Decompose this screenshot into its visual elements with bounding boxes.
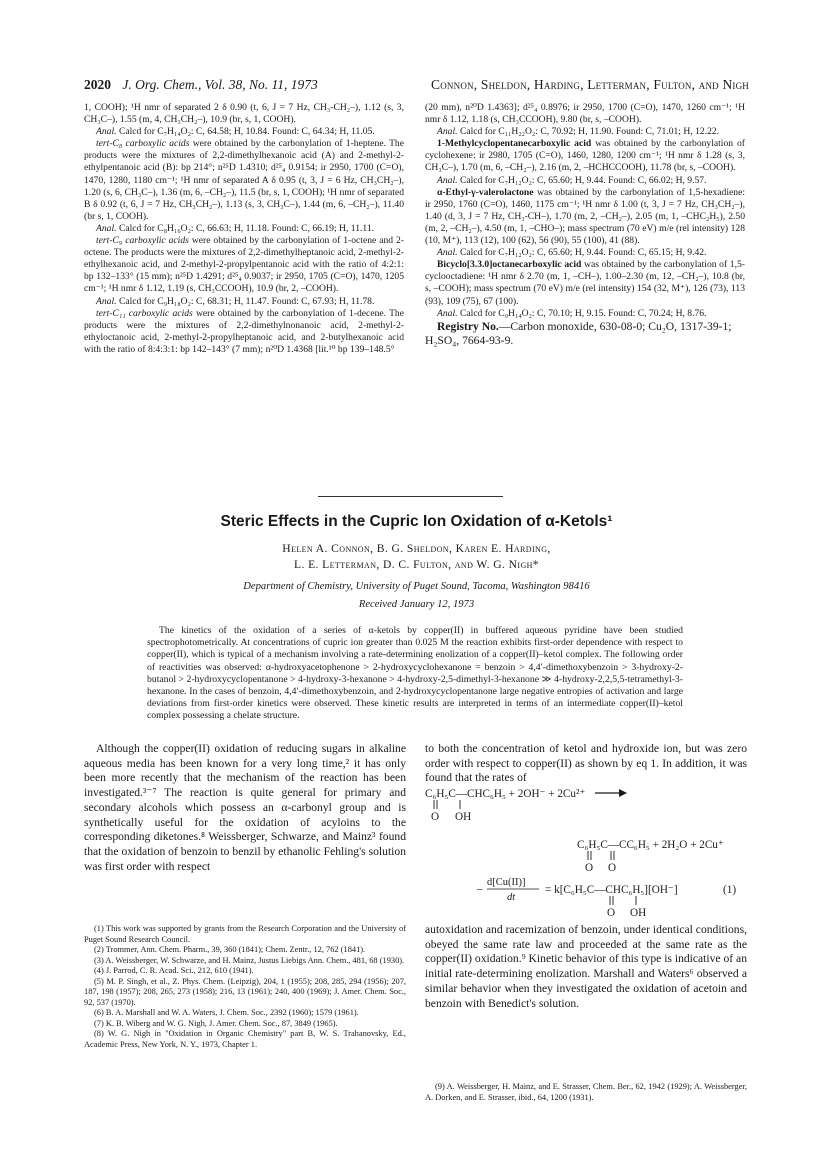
- paragraph: [84, 235, 404, 295]
- article-divider: [318, 496, 503, 497]
- body-text-left: Although the copper(II) oxidation of reducing sugars in alkaline aqueous media has been known for a very long time,² it has only been more recently that the mechanism of the reaction has been investigated.³⁻⁷ The reaction is quite general for primary and secondary alcohols which possess an α-carbonyl group and is synthetically useful for the oxidation of acyloins to the corresponding diketones.⁸ Weissberger, Schwarze, and Mainz³ found that the oxidation of benzoin to benzil by ethanolic Fehling's solution was first order with respect: [84, 742, 406, 873]
- footnote: (6) B. A. Marshall and W. A. Waters, J. Chem. Soc., 2392 (1960); 1579 (1961).: [94, 1008, 359, 1017]
- paragraph-text: was obtained by the carbonylation of 1,5-hexadiene: ir 2950, 1760 (C=O), 1460, 1175 cm⁻¹; ¹H nmr δ 1.00 (t, 3, J = 7 Hz, CH₃CH₂–), 1.40 (d, 3, J = 7 Hz, CH₃-CH–), 1.70 (m, 2, –CH₂–), 2.05 (m, 1, –CHC₂H₅), 2.50 (m, 2, –CH₂–), 4.50 (m, 1, –CHO–); mass spectrum (70 eV) m/e (rel intensity) 128 (10, M⁺), 113 (12), 100 (62), 56 (90), 55 (100), 41 (88).: [425, 186, 745, 247]
- run-in-label: Anal.: [437, 174, 458, 186]
- received-date: Received January 12, 1973: [358, 599, 475, 610]
- run-in-label: tert-C₉ carboxylic acids: [96, 235, 189, 247]
- footnotes-right: [425, 1082, 747, 1103]
- page-number: 2020: [84, 77, 111, 92]
- rate-law: = k[C₆H₅C—CHC₆H₅][OH⁻]: [545, 884, 678, 896]
- paragraph-text: was obtained by the carbonylation of 1,5-cyclooctadiene: ¹H nmr δ 2.70 (m, 1, –CH–), 1.00–2.30 (m, 12, –CH₂–), 10.8 (br, s, –COOH); mass spectrum (70 eV) m/e (rel intensity) 154 (32, M⁺), 126 (73), 113 (93), 109 (75), 67 (100).: [425, 259, 745, 307]
- footnote: (2) Trommer, Ann. Chem. Pharm., 39, 360 (1841); Chem. Zentr., 12, 762 (1841).: [94, 945, 366, 954]
- footnote: (4) J. Parrod, C. R. Acad. Sci., 212, 610 (1941).: [94, 966, 254, 975]
- footnote: (1) This work was supported by grants from the Research Corporation and the University of Puget Sound Research Council.: [84, 924, 406, 944]
- footnote: (7) K. B. Wiberg and W. G. Nigh, J. Amer. Chem. Soc., 87, 3849 (1965).: [94, 1018, 338, 1028]
- paragraph: 1, COOH); ¹H nmr of separated 2 δ 0.90 (t, 6, J = 7 Hz, CH₃-CH₂–), 1.12 (s, 3, CH₃C–), 1.55 (m, 4, CH₃CH₂–), 10.9 (br, s, 1, COOH).: [84, 102, 404, 126]
- carbonyl-oxygen: O: [431, 811, 440, 823]
- paragraph-text: Calcd for C₁₁H₂₂O₂: C, 70.92; H, 11.90. Found: C, 71.01; H, 12.22.: [459, 126, 720, 138]
- paragraph-text: Calcd for C₉H₁₄O₂: C, 70.10; H, 9.15. Found: C, 70.24; H, 8.76.: [459, 307, 707, 319]
- experimental-column-right: [425, 102, 745, 349]
- carbonyl-oxygen: O: [607, 907, 616, 918]
- footnotes-left: [84, 924, 406, 1050]
- paragraph: [84, 308, 404, 356]
- paragraph: [425, 126, 745, 138]
- hydroxyl-group: OH: [630, 907, 647, 918]
- article-title: Steric Effects in the Cupric Ion Oxidation of α-Ketols¹: [220, 513, 613, 530]
- body-text-right-bottom: autoxidation and racemization of benzoin, under identical conditions, obeyed the same rate law and proceeded at the same rate as the copper(II) oxidation.⁹ Kinetic behavior of this type is indicative of an initial rate-determining enolization. Marshall and Waters⁶ observed a similar behavior when they investigated the oxidation of acetoin and benzoin with Benedict's solution.: [425, 923, 747, 1010]
- experimental-column-left: [84, 102, 404, 356]
- paragraph: [425, 259, 745, 307]
- paragraph: [425, 308, 745, 320]
- paragraph-text: Calcd for C₇H₁₂O₂: C, 65.60; H, 9.44. Found: C, 66.02; H, 9.57.: [459, 174, 707, 186]
- scheme-product: C₆H₅C—CC₆H₅ + 2H₂O + 2Cu⁺: [577, 839, 724, 851]
- paragraph-text: were obtained by the carbonylation of 1-decene. The products were the mixtures of 2,2-dimethylnonanoic acid, 2-methyl-2-ethyloctanoic acid, 2-methyl-2-propylheptanoic acid, and 2-butylhexanoic acid with the ratio of 8:4:3:1: bp 142–143° (7 mm); n²⁰D 1.4368 [lit.¹⁰ bp 139–148.5°: [84, 307, 404, 355]
- paragraph-text: Calcd for C₇H₁₄O₂: C, 64.58; H, 10.84. Found: C, 64.34; H, 11.05.: [118, 126, 375, 138]
- footnote: (8) W. G. Nigh in "Oxidation in Organic Chemistry" part B, W. S. Trahanovsky, Ed., Academic Press, New York, N. Y., 1973, Chapter 1.: [84, 1029, 406, 1049]
- compound-label: 1-Methylcyclopentanecarboxylic acid: [437, 138, 592, 150]
- running-head-authors: Connon, Sheldon, Harding, Letterman, Fulton, and Nigh: [431, 77, 749, 92]
- running-head: [84, 74, 749, 96]
- compound-label: Bicyclo[3.3.0]octanecarboxylic acid: [437, 259, 582, 271]
- journal-citation: J. Org. Chem., Vol. 38, No. 11, 1973: [122, 77, 318, 92]
- registry-text: —Carbon monoxide, 630-08-0; Cu₂O, 1317-39-1; H₂SO₄, 7664-93-9.: [425, 319, 732, 348]
- author-byline: L. E. Letterman, D. C. Fulton, and W. G. Nigh*: [293, 558, 539, 571]
- carbonyl-oxygen: O: [585, 862, 594, 874]
- reaction-arrow-head: [619, 789, 627, 797]
- body-text-right-top: to both the concentration of ketol and hydroxide ion, but was zero order with respect to copper(II) as shown by eq 1. In addition, it was found that the rates of: [425, 742, 747, 785]
- rate-denominator: dt: [507, 892, 516, 903]
- run-in-label: Anal.: [437, 126, 458, 138]
- carbonyl-oxygen: O: [608, 862, 617, 874]
- paragraph: [84, 296, 404, 308]
- rate-numerator: d[Cu(II)]: [487, 877, 526, 888]
- author-byline: Helen A. Connon, B. G. Sheldon, Karen E. Harding,: [282, 542, 551, 555]
- author-affiliation: Department of Chemistry, University of Puget Sound, Tacoma, Washington 98416: [243, 581, 590, 592]
- run-in-label: Anal.: [437, 247, 458, 259]
- equation-number: (1): [723, 884, 737, 896]
- footnote: (9) A. Weissberger, H. Mainz, and E. Strasser, Chem. Ber., 62, 1942 (1929); A. Weissberger, A. Dorken, and E. Strasser, ibid., 64, 1200 (1931).: [425, 1082, 747, 1102]
- reaction-scheme: [425, 784, 747, 918]
- scheme-reactant: C₆H₅C—CHC₆H₅ + 2OH⁻ + 2Cu²⁺: [425, 788, 586, 800]
- paragraph: [84, 223, 404, 235]
- run-in-label: Anal.: [96, 126, 117, 138]
- footnote: (5) M. P. Singh, et al., Z. Phys. Chem. (Leipzig), 204, 1 (1955); 208, 285, 294 (1956); 207, 187, 198 (1957); 208, 265, 273 (1958); 216, 13 (1961); 240, 400 (1969); J. Amer. Chem. Soc., 92, 537 (1970).: [84, 976, 406, 1007]
- hydroxyl-group: OH: [455, 811, 472, 823]
- paragraph: [84, 126, 404, 138]
- run-in-label: Anal.: [96, 222, 117, 234]
- paragraph-text: Calcd for C₈H₁₆O₂: C, 66.63; H, 11.18. Found: C, 66.19; H, 11.11.: [118, 222, 375, 234]
- compound-label: α-Ethyl-γ-valerolactone: [437, 186, 534, 198]
- abstract: The kinetics of the oxidation of a series of α-ketols by copper(II) in buffered aqueous pyridine have been studied spectrophotometrically. At concentrations of cupric ion greater than 0.025 M the reaction exhibits first-order dependence with respect to copper(II), which is typical of a mechanism involving a rate-determining enolization of a copper(II)–ketol complex. The following order of reactivities was observed: α-hydroxyacetophenone > 2-hydroxycyclohexanone = benzoin > 4,4′-dimethoxybenzoin > 3-hydroxy-2-butanol > 2-hydroxycyclopentanone > 4-hydroxy-3-hexanone > 4-hydroxy-2,5-dimethyl-3-hexanone ≫ 4-hydroxy-2,2,5,5-tetramethyl-3-hexanone. In the cases of benzoin, 4,4′-dimethoxybenzoin, and 2-hydroxycyclopentanone large negative entropies of activation and large deviations from first-order kinetics were observed. These kinetic results are interpreted in terms of an intermediate copper(II)–ketol complex possessing a chelate structure.: [147, 625, 683, 722]
- rate-minus-sign: –: [477, 883, 483, 895]
- paragraph-text: Calcd for C₉H₁₈O₂: C, 68.31; H, 11.47. Found: C, 67.93; H, 11.78.: [118, 295, 375, 307]
- paragraph: [425, 187, 745, 247]
- registry-numbers: [425, 320, 745, 349]
- run-in-label: tert-C₈ carboxylic acids: [96, 138, 190, 150]
- footnote: (3) A. Weissberger, W. Schwarze, and H. Mainz, Justus Liebigs Ann. Chem., 481, 68 (1930).: [94, 955, 405, 965]
- paragraph: [84, 138, 404, 223]
- paragraph: [425, 175, 745, 187]
- paragraph: [425, 247, 745, 259]
- run-in-label: Anal.: [96, 295, 117, 307]
- paragraph: (20 mm), n²⁰D 1.4363]; d²⁵₄ 0.8976; ir 2950, 1700 (C=O), 1470, 1260 cm⁻¹; ¹H nmr δ 1.12, 1.18 (s, CH₃CCOOH), 9.80 (br, s, –COOH).: [425, 102, 745, 126]
- registry-label: Registry No.: [437, 319, 499, 333]
- run-in-label: Anal.: [437, 307, 458, 319]
- paragraph-text: were obtained by the carbonylation of 1-octene and 2-octene. The products were the mixtures of 2,2-dimethylheptanoic acid, 2-methyl-2-ethylhexanoic acid, and 2-methyl-2-propylpentanoic acid with the ratio of 4:2:1: bp 132–133° (15 mm); n²⁵D 1.4291; d²⁵₄ 0.9037; ir 2950, 1705 (C=O), 1470, 1205 cm⁻¹; ¹H nmr δ 1.12, 1.19 (s, CH₃CCOOH), 10.9 (br, 2, –COOH).: [84, 235, 404, 295]
- paragraph-text: were obtained by the carbonylation of 1-heptene. The products were the mixtures of 2,2-dimethylhexanoic acid (A) and 2-methyl-2-ethylpentanoic acid (B): bp 214°; n²⁵D 1.4310; d²⁵₄ 0.9154; ir 2950, 1700 (C=O), 1470, 1280, 1180 cm⁻¹; ¹H nmr of separated A δ 0.95 (t, 3, J = 6 Hz, CH₃CH₂–), 1.20 (s, 6, CH₃C–), 1.36 (m, 6, –CH₂–), 11.5 (br, s, 1, COOH); ¹H nmr of separated B δ 0.92 (t, 6, J = 7 Hz, CH₃CH₂–), 1.13 (s, 3, CH₃C–), 1.44 (m, 6, –CH₂–), 11.40 (br s, 1, COOH).: [84, 138, 404, 222]
- paragraph-text: Calcd for C₇H₁₂O₂: C, 65.60; H, 9.44. Found: C, 65.15; H, 9.42.: [459, 247, 707, 259]
- run-in-label: tert-C₁₁ carboxylic acids: [96, 307, 193, 319]
- paragraph: [425, 138, 745, 174]
- paragraph-text: was obtained by the carbonylation of cyclohexene: ir 2980, 1705 (C=O), 1460, 1280, 1200 cm⁻¹; ¹H nmr δ 1.28 (s, 3, CH₃C–), 1.70 (m, 6, –CH₂–), 2.16 (m, 2, –HCHCCOOH), 11.78 (br, s, –COOH).: [425, 138, 746, 174]
